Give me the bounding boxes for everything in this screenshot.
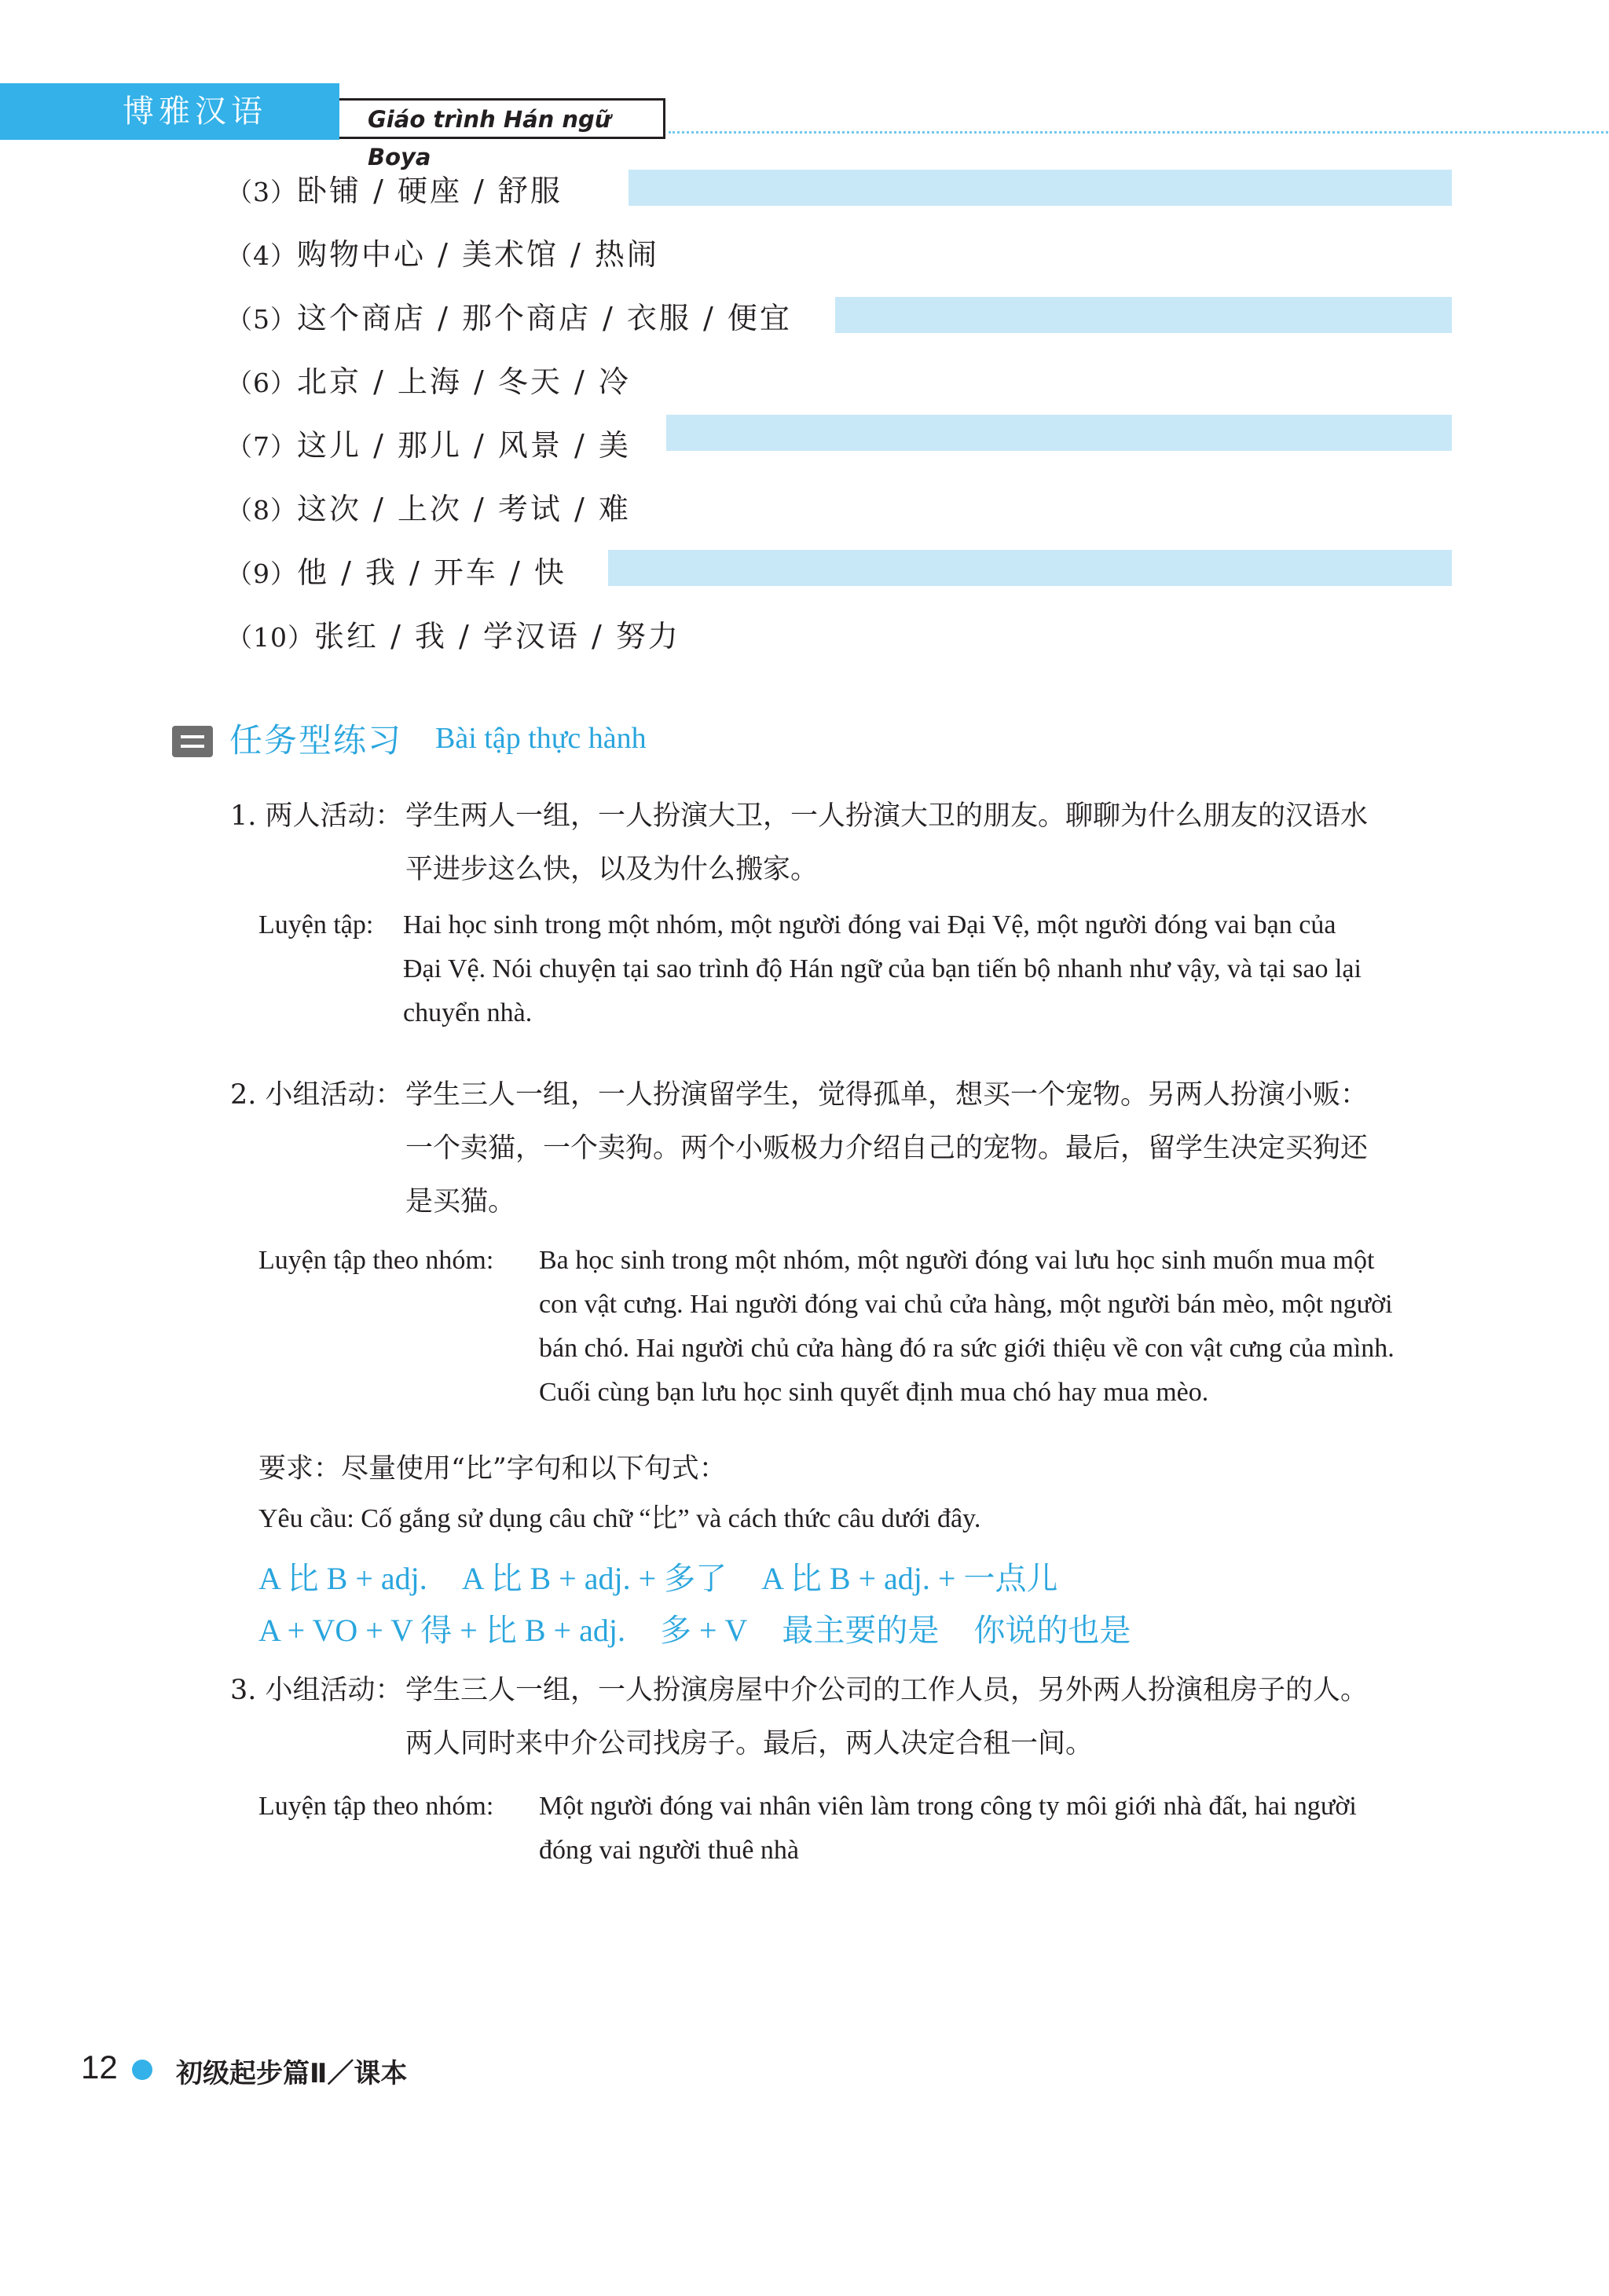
task-label: 1. 两人活动：: [230, 800, 403, 832]
task-text-vn: Một người đóng vai nhân viên làm trong công ty môi giới nhà đất, hai người đóng vai người thuê nhà: [539, 1792, 1357, 1865]
pattern: 最主要的是: [782, 1613, 940, 1648]
exercise-item: （9）他 / 我 / 开车 / 快: [226, 555, 566, 590]
answer-bar: [608, 550, 1452, 586]
practice-label: Luyện tập theo nhóm:: [258, 1246, 494, 1275]
task-text-cn: 学生两人一组，一人扮演大卫，一人扮演大卫的朋友。聊聊为什么朋友的汉语水 平进步这么快，以及为什么搬家。: [405, 800, 1369, 885]
footer-title: 初级起步篇Ⅱ／课本: [176, 2058, 408, 2089]
answer-bar: [835, 297, 1452, 333]
task-label: 3. 小组活动：: [230, 1675, 403, 1706]
pattern: A 比 B + adj. + 多了: [461, 1561, 728, 1596]
book-title-cn: 博雅汉语: [0, 83, 339, 140]
requirement-vn: Yêu cầu: Cố gắng sử dụng câu chữ “比” và cách thức câu dưới đây.: [258, 1504, 981, 1533]
task-text-cn: 学生三人一组，一人扮演留学生，觉得孤单，想买一个宠物。另两人扮演小贩： 一个卖猫，一个卖狗。两个小贩极力介绍自己的宠物。最后，留学生决定买狗还 是买猫。: [405, 1079, 1369, 1218]
task-label: 2. 小组活动：: [230, 1079, 403, 1111]
exercise-item: （8）这次 / 上次 / 考试 / 难: [226, 492, 631, 526]
pattern-row: [258, 1606, 1165, 1650]
section-two-icon: [172, 726, 213, 757]
pattern: 你说的也是: [973, 1613, 1131, 1648]
section-title-vn: Bài tập thực hành: [435, 722, 647, 755]
pattern-row: [258, 1554, 1092, 1598]
exercise-item: （3）卧铺 / 硬座 / 舒服: [226, 174, 563, 208]
exercise-item: （7）这儿 / 那儿 / 风景 / 美: [226, 428, 631, 463]
pattern: A 比 B + adj. + 一点儿: [761, 1561, 1058, 1596]
task-text-vn: Hai học sinh trong một nhóm, một người đóng vai Đại Vệ, một người đóng vai bạn của Đại Vệ. Nói chuyện tại sao trình độ Hán ngữ của bạn tiến bộ nhanh như vậy, và tại sao lại chuyển nhà.: [403, 910, 1362, 1027]
pattern: A 比 B + adj.: [258, 1561, 427, 1596]
exercise-item: （4）购物中心 / 美术馆 / 热闹: [226, 237, 659, 272]
requirement-cn: 要求：尽量使用“比”字句和以下句式：: [258, 1453, 727, 1485]
exercise-item: （6）北京 / 上海 / 冬天 / 冷: [226, 364, 631, 399]
pattern: 多 + V: [659, 1613, 748, 1648]
task-text-vn: Ba học sinh trong một nhóm, một người đóng vai lưu học sinh muốn mua một con vật cưng. Hai người đóng vai chủ cửa hàng, một người bán mèo, một người bán chó. Hai người chủ cửa hàng đó ra sức giới thiệu về con vật cưng của mình. Cuối cùng bạn lưu học sinh quyết định mua chó hay mua mèo.: [539, 1246, 1395, 1407]
practice-label: Luyện tập:: [258, 910, 374, 939]
practice-label: Luyện tập theo nhóm:: [258, 1792, 494, 1821]
book-title-vn: Giáo trình Hán ngữ Boya: [339, 98, 665, 139]
answer-bar: [666, 415, 1452, 451]
answer-bar: [629, 170, 1452, 206]
task-text-cn: 学生三人一组，一人扮演房屋中介公司的工作人员，另外两人扮演租房子的人。 两人同时来中介公司找房子。最后，两人决定合租一间。: [405, 1675, 1369, 1760]
section-title-cn: 任务型练习: [229, 721, 403, 760]
header-dotted-rule: [669, 131, 1608, 134]
footer-dot: [132, 2060, 152, 2080]
exercise-item: （10）张红 / 我 / 学汉语 / 努力: [226, 619, 680, 654]
pattern: A + VO + V 得 + 比 B + adj.: [258, 1613, 625, 1648]
page-number: 12: [81, 2049, 118, 2085]
exercise-item: （5）这个商店 / 那个商店 / 衣服 / 便宜: [226, 301, 792, 335]
